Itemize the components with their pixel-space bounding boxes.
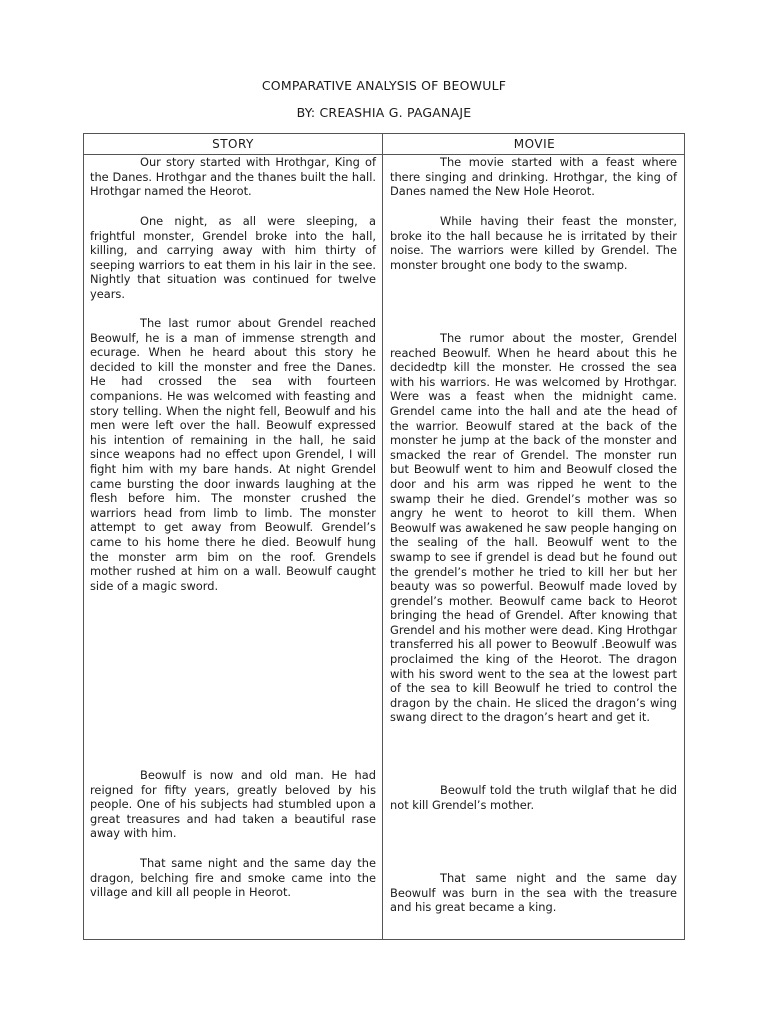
movie-paragraph-2: While having their feast the monster, broke ito the hall because he is irritated by their noise. The warriors were killed by Grendel. The monster brought one body to the swamp.: [390, 214, 677, 272]
movie-paragraph-1: The movie started with a feast where there singing and drinking. Hrothgar, the king of Danes named the New Hole Heorot.: [390, 155, 677, 199]
document-title: COMPARATIVE ANALYSIS OF BEOWULF: [261, 78, 507, 93]
story-paragraph-5: That same night and the same day the dragon, belching fire and smoke came into the village and kill all people in Heorot.: [90, 856, 376, 900]
story-paragraph-3: The last rumor about Grendel reached Beowulf, he is a man of immense strength and ecurage. When he heard about this story he decided to kill the monster and free the Danes. He had crossed the sea with fourteen companions. He was welcomed with feasting and story telling. When the night fell, Beowulf and his men were left over the hall. Beowulf expressed his intention of remaining in the hall, he said since weapons had no effect upon Grendel, I will fight him with my bare hands. At night Grendel came bursting the door inwards laughing at the flesh before him. The monster crushed the warriors head from limb to limb. The monster attempt to get away from Beowulf. Grendel’s came to his home there he died. Beowulf hung the monster arm bim on the roof. Grendels mother rushed at him on a wall. Beowulf caught side of a magic sword.: [90, 316, 376, 593]
story-paragraph-2: One night, as all were sleeping, a frightful monster, Grendel broke into the hall, killing, and carrying away with him thirty of seeping warriors to eat them in his lair in the see. Nightly that situation was continued for twelve years.: [90, 214, 376, 301]
movie-column-header: MOVIE: [513, 137, 556, 151]
movie-paragraph-3: The rumor about the moster, Grendel reached Beowulf. When he heard about this he decidedtp kill the monster. He crossed the sea with his warriors. He was welcomed by Hrothgar. Were was a feast when the midnight came. Grendel came into the hall and ate the head of the warrior. Beowulf stared at the back of the monster he jump at the back of the monster and smacked the rear of Grendel. The monster run but Beowulf went to him and Beowulf closed the door and his arm was ripped he went to the swamp their he died. Grendel’s mother was so angry he went to heorot to kill them. When Beowulf was awakened he saw people hanging on the sealing of the hall. Beowulf went to the swamp to see if grendel is dead but he found out the grendel’s mother he tried to kill her but her beauty was so powerful. Beowulf made loved by grendel’s mother. Beowulf came back to Heorot bringing the head of Grendel. After knowing that Grendel and his mother were dead. King Hrothgar transferred his all power to Beowulf .Beowulf was proclaimed the king of the Heorot. The dragon with his sword went to the sea at the lowest part of the sea to kill Beowulf he tried to control the dragon by the chain. He sliced the dragon’s wing swang direct to the dragon’s heart and get it.: [390, 331, 677, 725]
movie-paragraph-4: Beowulf told the truth wilglaf that he did not kill Grendel’s mother.: [390, 783, 677, 812]
story-paragraph-4: Beowulf is now and old man. He had reigned for fifty years, greatly beloved by his people. One of his subjects had stumbled upon a great treasures and had taken a beautiful rase away with him.: [90, 768, 376, 841]
column-divider: [382, 134, 383, 939]
document-author: BY: CREASHIA G. PAGANAJE: [296, 105, 472, 120]
story-column-header: STORY: [212, 137, 254, 151]
story-paragraph-1: Our story started with Hrothgar, King of the Danes. Hrothgar and the thanes built the hall. Hrothgar named the Heorot.: [90, 155, 376, 199]
movie-paragraph-5: That same night and the same day Beowulf was burn in the sea with the treasure and his great became a king.: [390, 871, 677, 915]
